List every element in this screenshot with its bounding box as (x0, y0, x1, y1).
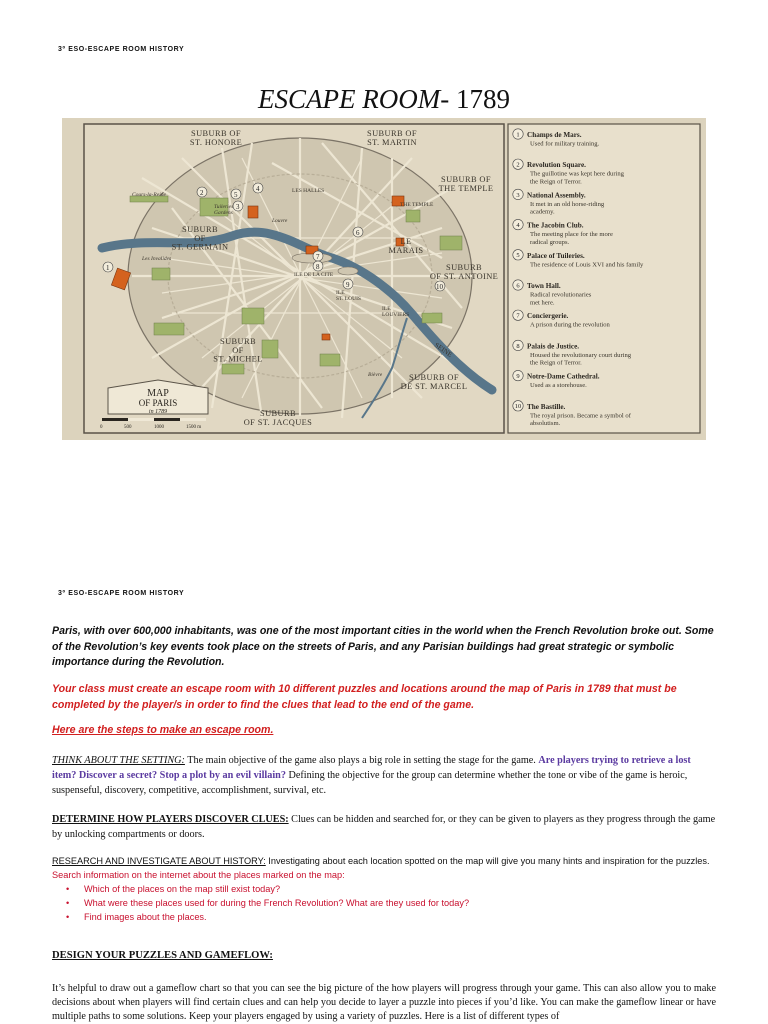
legend-description: Radical revolutionaries met here. (530, 291, 592, 307)
legend-description: Used for military training. (530, 140, 600, 148)
svg-text:1: 1 (106, 264, 110, 272)
label-st-jacques: SUBURB OF ST. JACQUES (243, 409, 313, 427)
legend-description: A prison during the revolution (530, 321, 610, 329)
label-ile-louviers: ILE LOUVIERS (382, 306, 410, 318)
label-st-germain: SUBURB OF ST. GERMAIN (171, 225, 229, 252)
label-st-michel: SUBURB OF ST. MICHEL (213, 337, 263, 364)
legend-name: Palais de Justice. (527, 342, 580, 351)
research-search: Search information on the internet about the places marked on the map: (52, 870, 345, 880)
intro-paragraph: Paris, with over 600,000 inhabitants, was one of the most important cities in the world when the French Revolution broke out. Some of the Revolution’s key events took place on the streets of Paris, and any Parisian buildings had great strategic or symbolic importance during the Revolution. (52, 625, 714, 668)
legend-number: 2 (516, 161, 520, 169)
svg-text:4: 4 (256, 185, 260, 193)
label-temple-suburb: SUBURB OF THE TEMPLE (438, 175, 494, 193)
setting-text2: Defining the objective for the group can determine whether the tone or vibe of the game is heroic, suspenseful, discovery, competitive, accomplishment, survival, etc. (52, 770, 688, 796)
label-st-honore: SUBURB OF ST. HONORE (189, 129, 243, 147)
setting-label: THINK ABOUT THE SETTING: (52, 755, 185, 766)
svg-text:9: 9 (346, 281, 350, 289)
legend-description: The royal prison. Became a symbol of absolutism. (530, 412, 631, 428)
legend-name: Conciergerie. (527, 312, 569, 321)
label-cours: Cours-la-Reine (132, 192, 166, 198)
clues-text: Clues can be hidden and searched for, or they can be given to players as they progress through the game by unlocking compartments or doors. (52, 814, 716, 840)
label-tuileries: Tuileries Gardens (214, 204, 234, 216)
task-paragraph: Your class must create an escape room with 10 different puzzles and locations around the map of Paris in 1789 that must be completed by the player/s in order to find the clues that lead to the end of the game. (52, 683, 677, 711)
page-header-2: 3º ESO-ESCAPE ROOM HISTORY (58, 590, 185, 597)
legend-description: Housed the revolutionary court during the Reign of Terror. (530, 351, 632, 367)
research-bullets (52, 882, 692, 924)
steps-heading: Here are the steps to make an escape room. (52, 724, 274, 736)
paris-1789-map (62, 118, 706, 440)
legend-name: Champs de Mars. (527, 131, 582, 139)
scale-500: 500 (124, 425, 132, 430)
legend-number: 10 (514, 403, 522, 411)
list-item: • What were these places used for during the French Revolution? What are they used for today? (52, 896, 692, 910)
label-louvre: Louvre (272, 218, 288, 224)
list-item: • Which of the places on the map still exist today? (52, 882, 692, 896)
research-paragraph (52, 854, 716, 922)
legend-description: It met in an old horse-riding academy. (530, 200, 605, 216)
cartouche-line2: OF PARIS (138, 398, 178, 408)
setting-paragraph (52, 753, 716, 798)
svg-text:2: 2 (200, 189, 204, 197)
map-legend (508, 124, 700, 433)
title-italic: ESCAPE ROOM (258, 84, 441, 114)
svg-text:8: 8 (316, 263, 320, 271)
cartouche-line1: MAP (147, 388, 169, 399)
list-item: • Find images about the places. (52, 910, 692, 924)
label-halles: LES HALLES (292, 188, 325, 194)
svg-text:6: 6 (356, 229, 360, 237)
legend-number: 4 (516, 222, 520, 229)
map-cartouche (108, 380, 208, 415)
scale-0: 0 (100, 425, 103, 430)
scale-1500: 1500 m (186, 425, 202, 430)
svg-text:3: 3 (236, 203, 240, 211)
legend-name: Notre-Dame Cathedral. (527, 372, 600, 381)
design-paragraph: It’s helpful to draw out a gameflow chart so that you can see the big picture of the how players will progress through your game. This can also allow you to make decisions about when players will find certain clues and can help you decide to layer a puzzle into pieces if you’d like. You can make the gameflow linear or have multiple paths to some solutions. Keep your players engaged by using a variety of puzzles. Here is a list of different types of (52, 983, 716, 1022)
legend-number: 9 (516, 373, 520, 380)
label-ile-cite: ILE DE LA CITE (294, 272, 334, 278)
setting-text1: The main objective of the game also plays a big role in setting the stage for the game. (184, 755, 539, 766)
label-st-marcel: SUBURB OF DE ST. MARCEL (400, 373, 468, 391)
legend-number: 3 (516, 191, 520, 199)
legend-number: 8 (516, 342, 520, 350)
legend-number: 7 (516, 312, 520, 320)
label-ile-louis: ILE ST. LOUIS (336, 290, 361, 302)
label-temple: THE TEMPLE (400, 202, 434, 208)
legend-name: Town Hall. (527, 282, 561, 290)
legend-description: The residence of Louis XVI and his family (530, 261, 644, 269)
legend-number: 5 (516, 252, 520, 260)
legend-name: Revolution Square. (527, 161, 586, 170)
scale-1000: 1000 (154, 425, 164, 430)
legend-description: The meeting place for the more radical groups. (530, 231, 613, 246)
research-label: RESEARCH AND INVESTIGATE ABOUT HISTORY: (52, 856, 266, 866)
title-year: - 1789 (440, 84, 510, 114)
research-text: Investigating about each location spotted on the map will give you many hints and inspiration for the puzzles. (265, 856, 710, 866)
svg-text:10: 10 (436, 283, 443, 291)
legend-number: 1 (516, 131, 520, 139)
design-heading: DESIGN YOUR PUZZLES AND GAMEFLOW: (52, 950, 273, 961)
page-title (0, 84, 768, 115)
legend-name: The Bastille. (527, 402, 566, 411)
label-st-martin: SUBURB OF ST. MARTIN (367, 129, 417, 147)
legend-number: 6 (516, 282, 520, 290)
legend-name: National Assembly. (527, 191, 586, 200)
legend-name: The Jacobin Club. (527, 221, 584, 230)
label-bievre: Bièvre (368, 372, 383, 378)
clues-label: DETERMINE HOW PLAYERS DISCOVER CLUES: (52, 814, 289, 825)
setting-questions: Are players trying to retrieve a lost item? Discover a secret? Stop a plot by an evil villain? (52, 755, 691, 781)
map-illustration (62, 118, 706, 440)
label-le-marais: LE MARAIS (388, 237, 424, 255)
clues-paragraph (52, 812, 716, 842)
legend-description: The guillotine was kept here during the Reign of Terror. (530, 170, 624, 186)
svg-text:5: 5 (234, 191, 238, 199)
label-invalides: Les Invalides (142, 256, 172, 262)
label-st-antoine: SUBURB OF ST. ANTOINE (429, 263, 499, 281)
page-header: 3º ESO-ESCAPE ROOM HISTORY (58, 46, 185, 53)
legend-name: Palace of Tuileries. (527, 251, 585, 260)
label-seine: SEINE (432, 341, 454, 360)
svg-text:7: 7 (316, 253, 320, 261)
legend-description: Used as a storehouse. (530, 382, 587, 390)
cartouche-line3: in 1789 (148, 409, 168, 415)
